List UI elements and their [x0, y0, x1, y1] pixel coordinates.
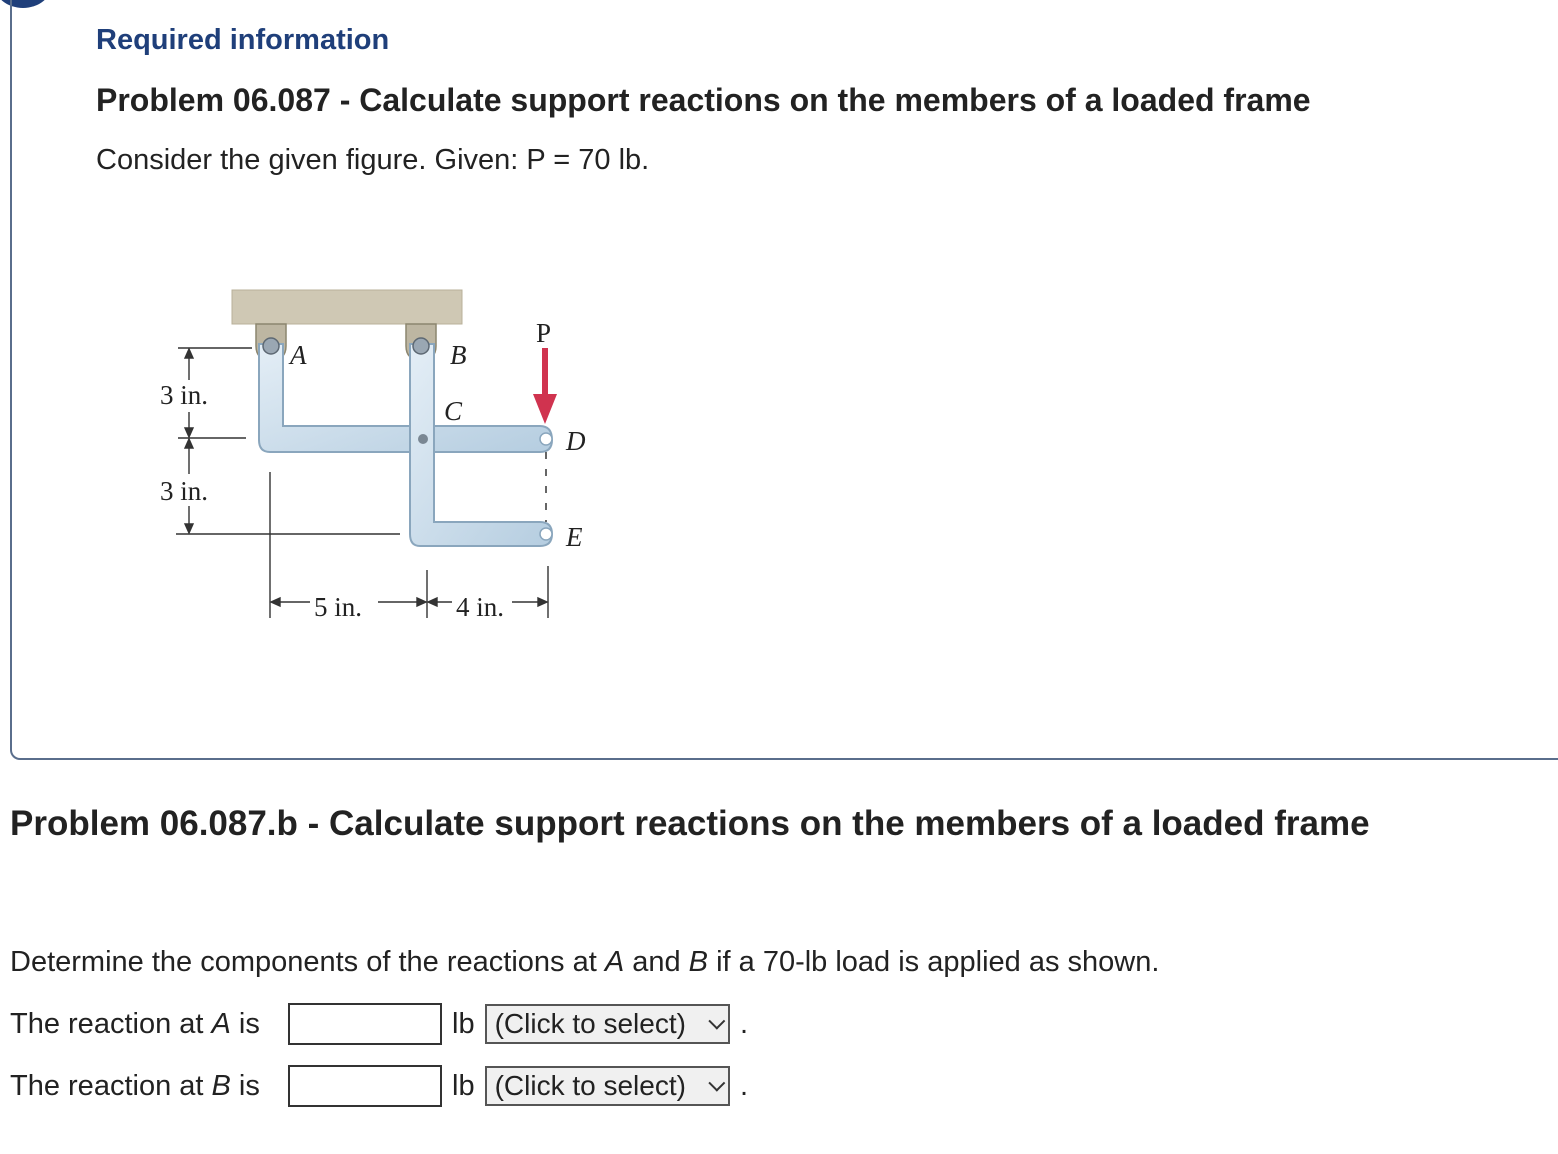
dim-upper-vertical: 3 in. — [160, 380, 209, 410]
question-middle: and — [624, 946, 689, 978]
answer-row-b — [10, 1066, 748, 1106]
dim-right-horizontal: 4 in. — [456, 592, 505, 622]
chevron-down-icon — [708, 1075, 725, 1092]
reaction-a-label-prefix: The reaction at — [10, 1007, 212, 1040]
reaction-a-period: . — [739, 1007, 749, 1040]
label-p: P — [536, 318, 552, 348]
subproblem-title: Problem 06.087.b - Calculate support reactions on the members of a loaded frame — [10, 804, 1370, 843]
reaction-b-label-prefix: The reaction at — [10, 1069, 212, 1102]
reaction-a-unit: lb — [452, 1007, 475, 1040]
label-c: C — [444, 396, 463, 426]
problem-title: Problem 06.087 - Calculate support reactions on the members of a loaded frame — [96, 82, 1311, 118]
pin-a — [263, 338, 279, 354]
dim-lower-vertical: 3 in. — [160, 476, 209, 506]
question-suffix: if a 70-lb load is applied as shown. — [708, 946, 1160, 978]
label-d: D — [566, 426, 586, 456]
pin-e — [540, 528, 552, 540]
label-e: E — [566, 522, 583, 552]
given-text: Consider the given figure. Given: P = 70 lb. — [96, 144, 650, 176]
question-text — [10, 946, 1159, 979]
label-a: A — [290, 340, 307, 370]
chevron-down-icon — [708, 1013, 725, 1030]
required-information-heading: Required information — [96, 24, 390, 56]
pin-c — [418, 434, 428, 444]
reaction-a-label — [10, 1008, 288, 1041]
reaction-a-direction-select[interactable] — [485, 1004, 730, 1044]
reaction-b-direction-select[interactable] — [485, 1066, 730, 1106]
question-prefix: Determine the components of the reactions at — [10, 946, 605, 978]
pin-b — [413, 338, 429, 354]
reaction-b-label — [10, 1070, 288, 1103]
answer-row-a — [10, 1004, 748, 1044]
label-b: B — [450, 340, 467, 370]
reaction-b-select-value: (Click to select) — [494, 1070, 686, 1101]
load-arrow-p — [533, 348, 557, 424]
reaction-a-label-suffix: is — [230, 1007, 260, 1040]
pin-d — [540, 433, 552, 445]
question-var-a: A — [604, 946, 625, 978]
question-var-b: B — [688, 946, 709, 978]
reaction-a-var: A — [211, 1007, 231, 1040]
reaction-a-select-value: (Click to select) — [494, 1008, 686, 1039]
dim-left-horizontal: 5 in. — [314, 592, 363, 622]
reaction-b-var: B — [211, 1069, 231, 1102]
reaction-b-period: . — [739, 1069, 749, 1102]
reaction-b-unit: lb — [452, 1069, 475, 1102]
frame-figure — [148, 280, 618, 640]
ceiling-support — [232, 290, 462, 324]
reaction-b-label-suffix: is — [230, 1069, 260, 1102]
reaction-b-input[interactable] — [288, 1065, 442, 1107]
reaction-a-input[interactable] — [288, 1003, 442, 1045]
